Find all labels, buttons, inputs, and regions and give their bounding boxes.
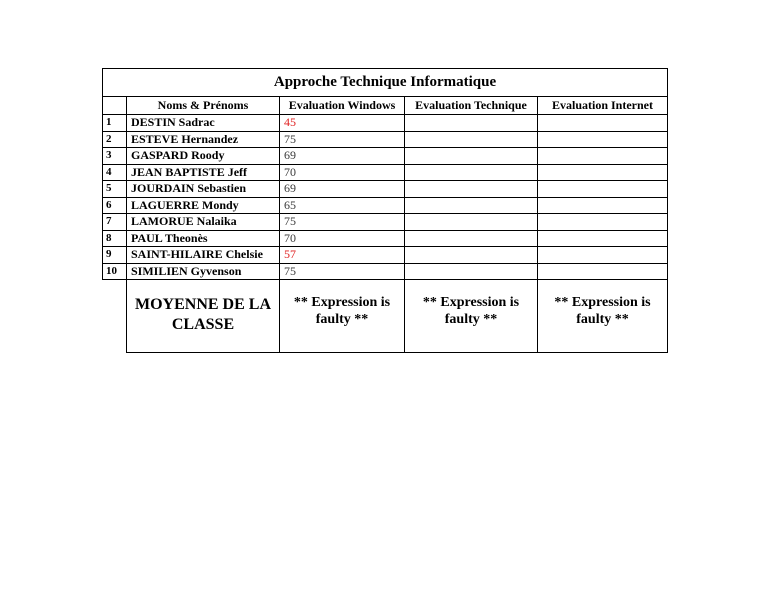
header-internet: Evaluation Internet — [538, 97, 668, 115]
table-row — [103, 115, 668, 132]
row-number: 9 — [103, 247, 127, 264]
title-row — [103, 69, 668, 97]
student-name: JEAN BAPTISTE Jeff — [127, 164, 280, 181]
technique-score — [405, 131, 538, 148]
student-name: SIMILIEN Gyvenson — [127, 263, 280, 280]
row-number: 3 — [103, 148, 127, 165]
windows-score: 75 — [280, 214, 405, 231]
technique-score — [405, 181, 538, 198]
internet-average: ** Expression is faulty ** — [554, 295, 651, 327]
windows-score: 45 — [280, 115, 405, 132]
windows-score: 75 — [280, 131, 405, 148]
internet-score — [538, 181, 668, 198]
row-number: 7 — [103, 214, 127, 231]
windows-score: 70 — [280, 164, 405, 181]
table-row — [103, 263, 668, 280]
grades-table — [102, 68, 668, 353]
technique-score — [405, 164, 538, 181]
table-row — [103, 197, 668, 214]
windows-score: 69 — [280, 181, 405, 198]
student-name: LAMORUE Nalaika — [127, 214, 280, 231]
technique-score — [405, 263, 538, 280]
windows-score: 69 — [280, 148, 405, 165]
header-technique: Evaluation Technique — [405, 97, 538, 115]
windows-score: 70 — [280, 230, 405, 247]
table-row — [103, 247, 668, 264]
table-row — [103, 230, 668, 247]
technique-average-cell — [405, 280, 538, 353]
class-average-label: MOYENNE DE LA CLASSE — [134, 296, 271, 333]
table-row — [103, 148, 668, 165]
internet-score — [538, 230, 668, 247]
table-row — [103, 164, 668, 181]
footer-spacer — [103, 280, 127, 353]
header-names: Noms & Prénoms — [127, 97, 280, 115]
internet-score — [538, 115, 668, 132]
student-name: LAGUERRE Mondy — [127, 197, 280, 214]
internet-score — [538, 164, 668, 181]
table-row — [103, 214, 668, 231]
row-number: 2 — [103, 131, 127, 148]
student-name: SAINT-HILAIRE Chelsie — [127, 247, 280, 264]
row-number: 4 — [103, 164, 127, 181]
internet-score — [538, 131, 668, 148]
technique-score — [405, 197, 538, 214]
class-average-row — [103, 280, 668, 353]
internet-score — [538, 148, 668, 165]
student-name: DESTIN Sadrac — [127, 115, 280, 132]
grades-sheet — [102, 68, 667, 353]
row-number: 5 — [103, 181, 127, 198]
student-name: JOURDAIN Sebastien — [127, 181, 280, 198]
technique-score — [405, 148, 538, 165]
header-windows: Evaluation Windows — [280, 97, 405, 115]
windows-score: 75 — [280, 263, 405, 280]
row-number: 1 — [103, 115, 127, 132]
internet-score — [538, 214, 668, 231]
header-row — [103, 97, 668, 115]
technique-score — [405, 247, 538, 264]
windows-average-cell — [280, 280, 405, 353]
class-average-label-cell — [127, 280, 280, 353]
student-name: ESTEVE Hernandez — [127, 131, 280, 148]
windows-score: 65 — [280, 197, 405, 214]
table-row — [103, 131, 668, 148]
internet-score — [538, 197, 668, 214]
row-number: 10 — [103, 263, 127, 280]
internet-score — [538, 263, 668, 280]
student-name: PAUL Theonès — [127, 230, 280, 247]
internet-average-cell — [538, 280, 668, 353]
technique-score — [405, 214, 538, 231]
technique-score — [405, 115, 538, 132]
internet-score — [538, 247, 668, 264]
table-row — [103, 181, 668, 198]
table-title: Approche Technique Informatique — [103, 69, 668, 97]
student-name: GASPARD Roody — [127, 148, 280, 165]
row-number: 6 — [103, 197, 127, 214]
header-number — [103, 97, 127, 115]
windows-average: ** Expression is faulty ** — [293, 295, 391, 327]
technique-score — [405, 230, 538, 247]
row-number: 8 — [103, 230, 127, 247]
windows-score: 57 — [280, 247, 405, 264]
technique-average: ** Expression is faulty ** — [422, 295, 520, 327]
